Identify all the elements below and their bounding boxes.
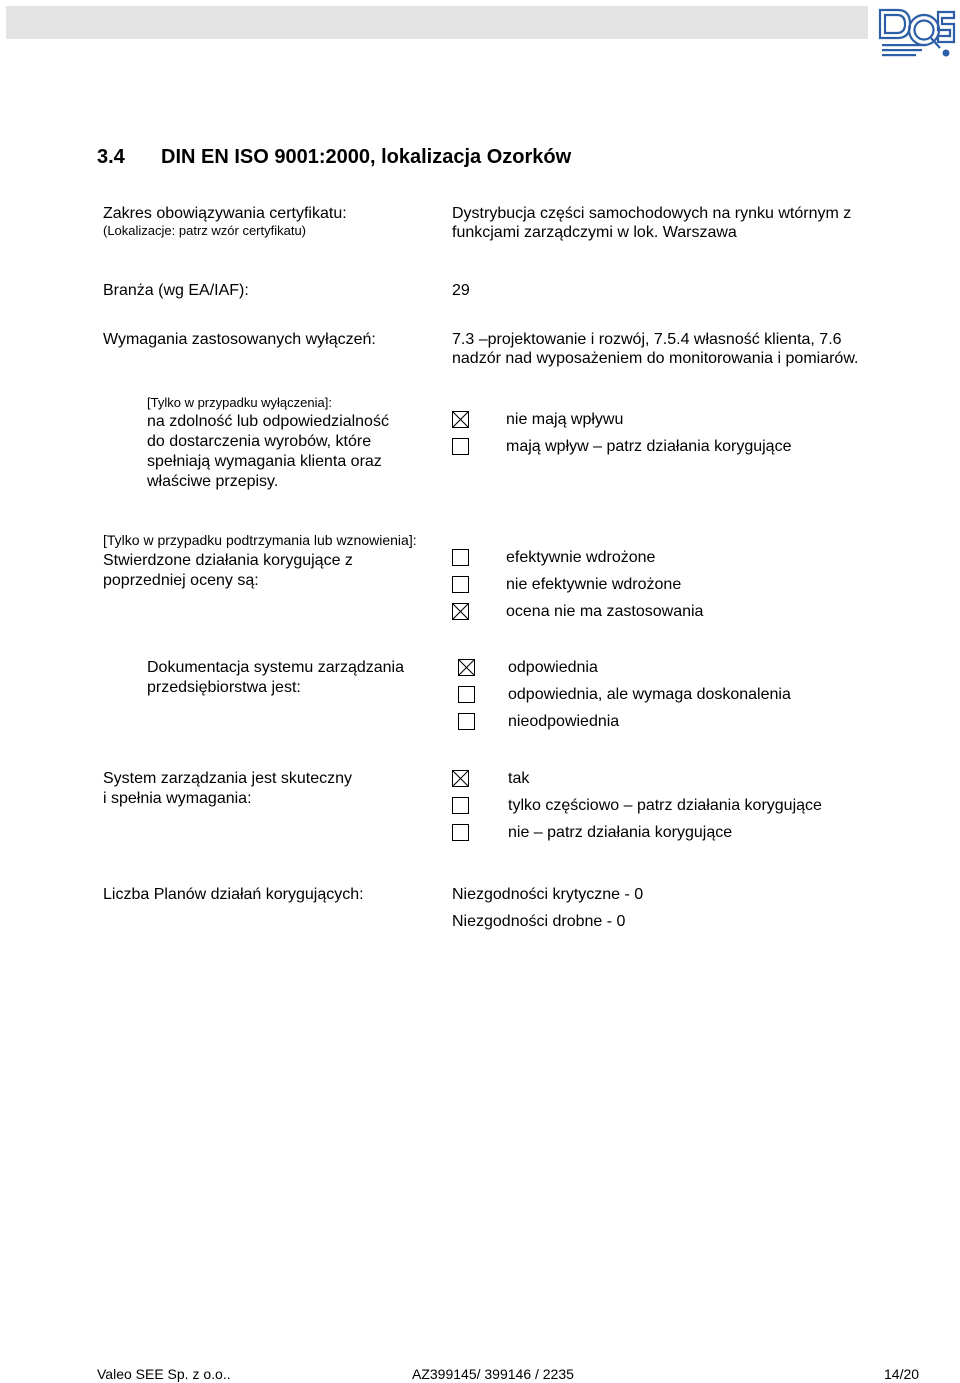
checkbox-effectively-implemented[interactable]	[452, 549, 469, 566]
documentation-question-line1: Dokumentacja systemu zarządzania	[147, 659, 405, 676]
checkbox-no-impact[interactable]	[452, 411, 469, 428]
checkbox-has-impact[interactable]	[452, 438, 469, 455]
scope-value-line1: Dystrybucja części samochodowych na rynku wtórnym z	[452, 205, 852, 222]
option-adequate-needs-improvement: odpowiednia, ale wymaga doskonalenia	[508, 686, 791, 703]
checkbox-not-applicable[interactable]	[452, 603, 469, 620]
option-not-applicable: ocena nie ma zastosowania	[506, 603, 704, 620]
footer-reference: AZ399145/ 399146 / 2235	[412, 1366, 574, 1382]
footer-page-number: 14/20	[884, 1366, 920, 1382]
section-number: 3.4	[97, 146, 125, 168]
checkbox-not-effectively-implemented[interactable]	[452, 576, 469, 593]
option-yes: tak	[508, 770, 530, 787]
corrective-plans-minor: Niezgodności drobne - 0	[452, 913, 626, 930]
option-has-impact: mają wpływ – patrz działania korygujące	[506, 438, 792, 455]
exclusions-label: Wymagania zastosowanych wyłączeń:	[103, 331, 376, 348]
documentation-question-line2: przedsiębiorstwa jest:	[147, 679, 301, 696]
checkbox-adequate[interactable]	[458, 659, 475, 676]
sector-value: 29	[452, 282, 470, 299]
corrective-actions-question-line1: Stwierdzone działania korygujące z	[103, 552, 353, 569]
checkbox-adequate-needs-improvement[interactable]	[458, 686, 475, 703]
header-bar	[6, 6, 868, 39]
option-not-effectively-implemented: nie efektywnie wdrożone	[506, 576, 682, 593]
sector-label: Branża (wg EA/IAF):	[103, 282, 249, 299]
exclusion-impact-question-line1: na zdolność lub odpowiedzialność	[147, 413, 389, 430]
exclusion-impact-question-line4: właściwe przepisy.	[147, 473, 279, 490]
option-no: nie – patrz działania korygujące	[508, 824, 733, 841]
scope-label: Zakres obowiązywania certyfikatu:	[103, 205, 347, 222]
checkbox-no[interactable]	[452, 824, 469, 841]
scope-value-line2: funkcjami zarządczymi w lok. Warszawa	[452, 224, 737, 241]
option-adequate: odpowiednia	[508, 659, 598, 676]
corrective-plans-critical: Niezgodności krytyczne - 0	[452, 886, 644, 903]
exclusion-impact-question-line2: do dostarczenia wyrobów, które	[147, 433, 372, 450]
dqs-logo	[876, 4, 958, 62]
option-partially: tylko częściowo – patrz działania korygujące	[508, 797, 822, 814]
corrective-actions-question-line2: poprzedniej oceny są:	[103, 572, 259, 589]
scope-sublabel: (Lokalizacje: patrz wzór certyfikatu)	[103, 223, 307, 238]
checkbox-partially[interactable]	[452, 797, 469, 814]
exclusions-value-line1: 7.3 –projektowanie i rozwój, 7.5.4 własność klienta, 7.6	[452, 331, 842, 348]
corrective-plans-label: Liczba Planów działań korygujących:	[103, 886, 364, 903]
exclusions-value-line2: nadzór nad wyposażeniem do monitorowania i pomiarów.	[452, 350, 859, 367]
option-no-impact: nie mają wpływu	[506, 411, 624, 428]
exclusion-impact-note: [Tylko w przypadku wyłączenia]:	[147, 395, 332, 410]
exclusion-impact-question-line3: spełniają wymagania klienta oraz	[147, 453, 382, 470]
corrective-actions-note: [Tylko w przypadku podtrzymania lub wznowienia]:	[103, 532, 417, 548]
option-effectively-implemented: efektywnie wdrożone	[506, 549, 656, 566]
effectiveness-question-line2: i spełnia wymagania:	[103, 790, 252, 807]
effectiveness-question-line1: System zarządzania jest skuteczny	[103, 770, 352, 787]
checkbox-yes[interactable]	[452, 770, 469, 787]
section-title: DIN EN ISO 9001:2000, lokalizacja Ozorków	[161, 146, 572, 168]
footer-company: Valeo SEE Sp. z o.o..	[97, 1366, 231, 1382]
option-inadequate: nieodpowiednia	[508, 713, 620, 730]
checkbox-inadequate[interactable]	[458, 713, 475, 730]
